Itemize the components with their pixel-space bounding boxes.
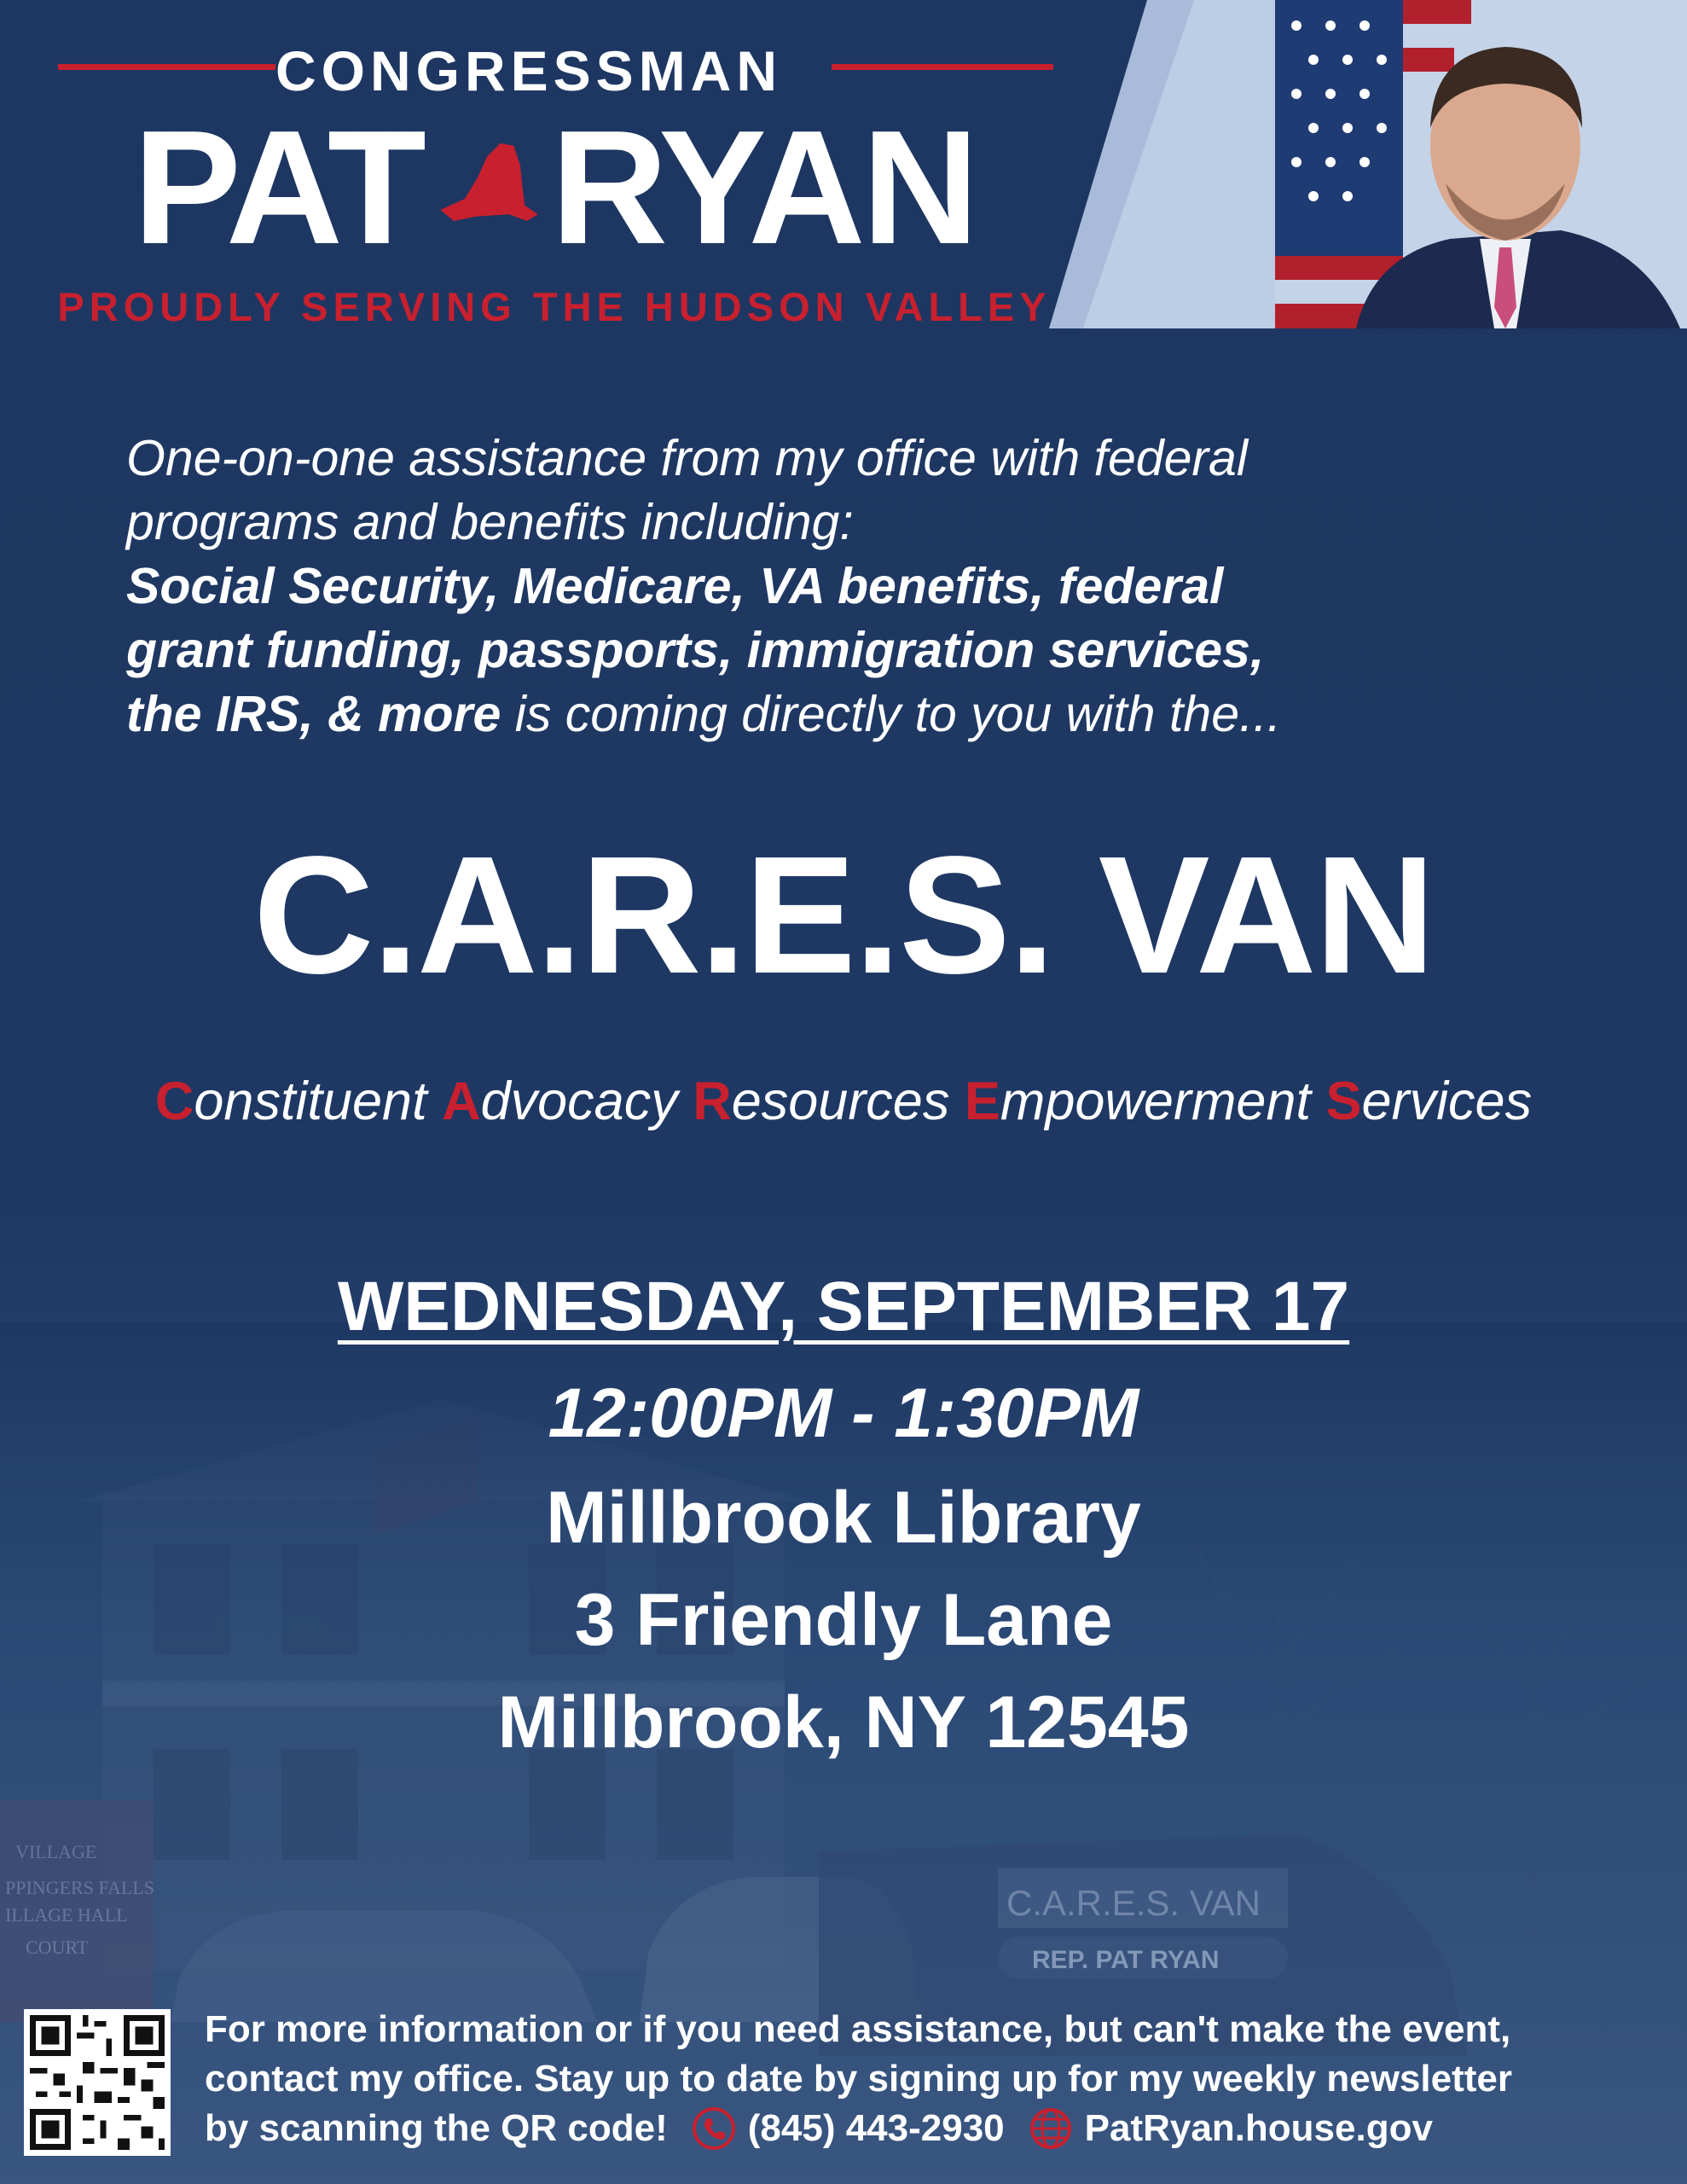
event-time: 12:00PM - 1:30PM [548, 1374, 1139, 1452]
intro-line-5-bold: the IRS, & more [126, 686, 501, 742]
footer-line-2: contact my office. Stay up to date by signing up for my weekly newsletter [205, 2058, 1512, 2100]
acronym-word: onstituent [194, 1072, 443, 1131]
phone-contact[interactable] [692, 2104, 1005, 2153]
name-first: PAT [133, 97, 423, 278]
intro-line-2: programs and benefits including: [126, 494, 854, 550]
event-street: 3 Friendly Lane [574, 1579, 1113, 1661]
footer-line-3-row [205, 2104, 1672, 2153]
acronym-letter: S [1325, 1072, 1362, 1131]
website-link: PatRyan.house.gov [1084, 2107, 1433, 2149]
intro-line-5 [126, 682, 1593, 746]
acronym-letter: C [154, 1072, 194, 1131]
globe-icon [1029, 2106, 1073, 2151]
website-contact[interactable] [1029, 2104, 1433, 2153]
intro-paragraph [126, 427, 1593, 746]
acronym-word: dvocacy [480, 1072, 693, 1131]
phone-number: (845) 443-2930 [747, 2107, 1005, 2149]
footer-line-1: For more information or if you need assistance, but can't make the event, [205, 2008, 1511, 2050]
phone-icon [692, 2106, 736, 2151]
footer-info [205, 2005, 1672, 2153]
header-overline: CONGRESSMAN [275, 39, 783, 102]
footer-line-3: by scanning the QR code! [205, 2107, 668, 2149]
intro-line-3: Social Security, Medicare, VA benefits, federal [126, 558, 1224, 614]
header-tagline: PROUDLY SERVING THE HUDSON VALLEY [57, 284, 1052, 329]
acronym-word: mpowerment [1000, 1072, 1326, 1131]
acronym-letter: A [442, 1072, 481, 1131]
name-wordmark [51, 97, 1058, 278]
acronym-expansion [0, 1071, 1687, 1132]
congressman-portrait [1049, 0, 1687, 328]
acronym-word: ervices [1361, 1072, 1533, 1131]
newsletter-qr-code[interactable] [24, 2009, 171, 2156]
intro-line-5-rest: is coming directly to you with the... [501, 686, 1282, 742]
event-date: WEDNESDAY, SEPTEMBER 17 [337, 1268, 1350, 1345]
new-york-state-icon [432, 132, 542, 243]
acronym-letter: R [693, 1072, 732, 1131]
intro-line-1: One-on-one assistance from my office with federal [126, 430, 1248, 486]
name-last: RYAN [550, 97, 976, 278]
acronym-letter: E [964, 1072, 1000, 1131]
intro-line-4: grant funding, passports, immigration services, [126, 622, 1265, 678]
cares-van-title: C.A.R.E.S. VAN [252, 822, 1435, 1008]
acronym-word: esources [731, 1072, 965, 1131]
event-city: Millbrook, NY 12545 [497, 1682, 1190, 1763]
event-venue: Millbrook Library [546, 1477, 1141, 1559]
